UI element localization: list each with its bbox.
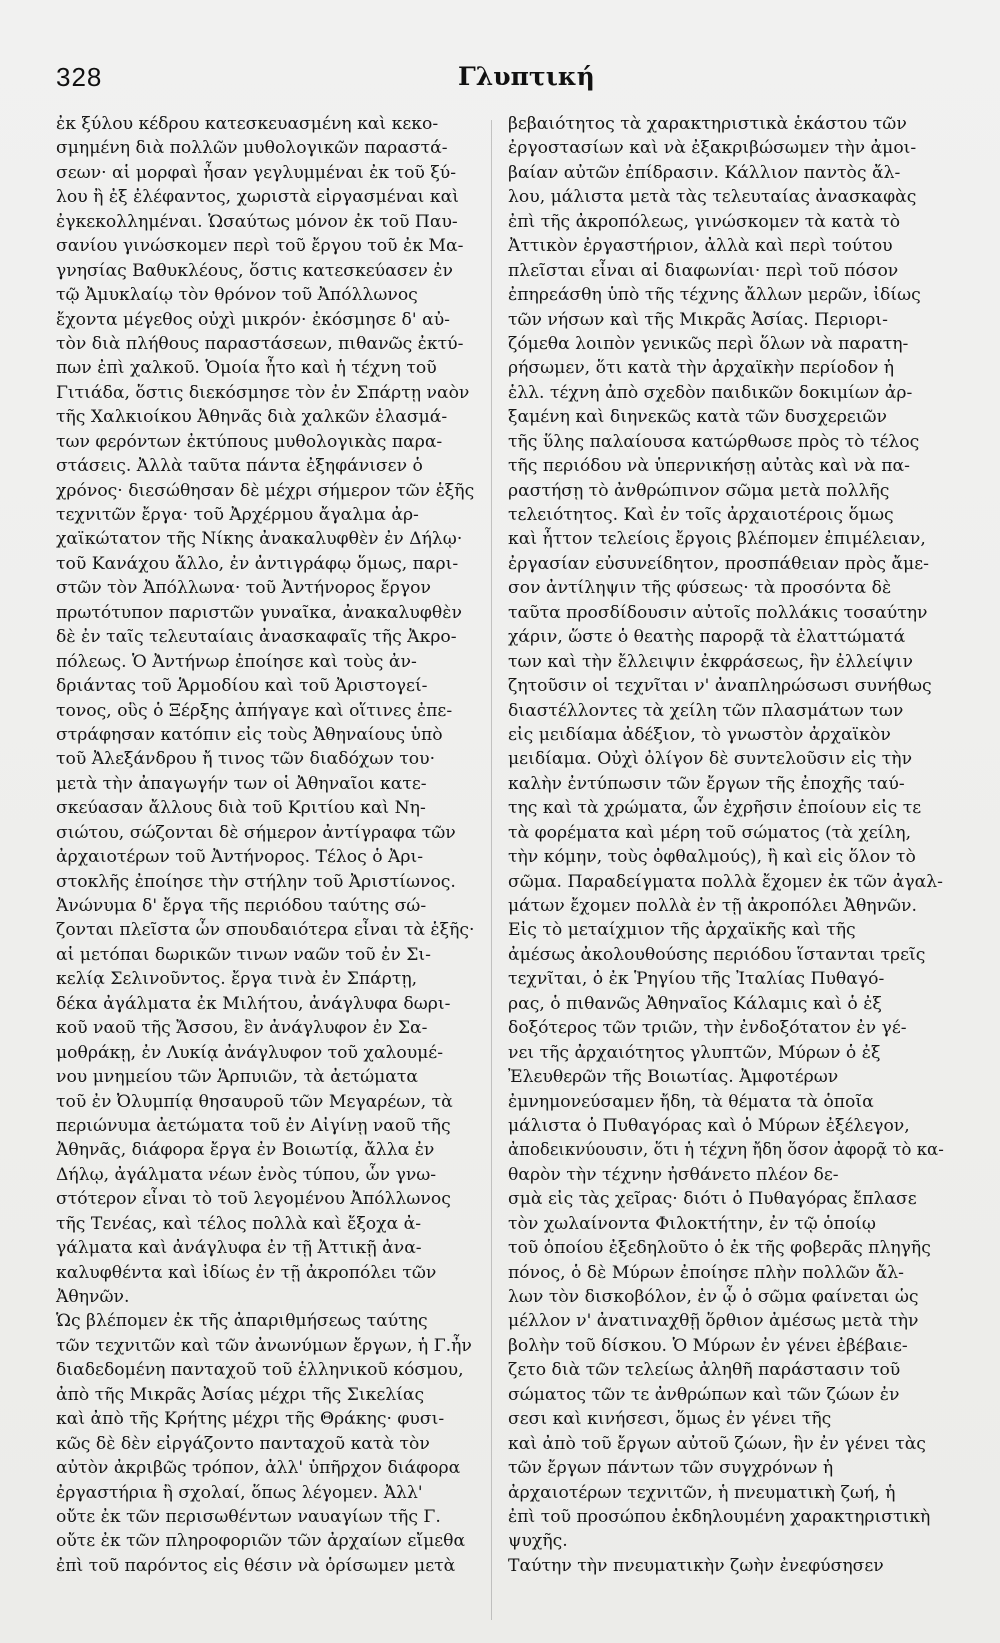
text-line: ἐργαστήρια ἢ σχολαί, ὅπως λέγομεν. Ἀλλ' xyxy=(56,1482,423,1503)
text-line: τοῦ ἐν Ὀλυμπίᾳ θησαυροῦ τῶν Μεγαρέων, τὰ xyxy=(56,1091,453,1112)
text-line: σμὰ εἰς τὰς χεῖρας· διότι ὁ Πυθαγόρας ἔπλασε xyxy=(508,1189,917,1210)
text-line: εἰς μειδίαμα ἀδέξιον, τὸ γνωστὸν ἀρχαϊκὸν xyxy=(508,724,891,745)
text-line: πων ἐπὶ χαλκοῦ. Ὁμοία ἦτο καὶ ἡ τέχνη τοῦ xyxy=(56,358,437,379)
text-line: τῶν τεχνιτῶν καὶ τῶν ἀνωνύμων ἔργων, ἡ Γ.ἦν xyxy=(56,1335,472,1356)
text-line: κοῦ ναοῦ τῆς Ἄσσου, ἓν ἀνάγλυφον ἐν Σα- xyxy=(56,1018,428,1039)
text-line: σῶμα. Παραδείγματα πολλὰ ἔχομεν ἐκ τῶν ἀγαλ- xyxy=(508,871,943,892)
text-line: χρόνος· διεσώθησαν δὲ μέχρι σήμερον τῶν ἑξῆς xyxy=(56,480,475,501)
text-line: καλυφθέντα καὶ ἰδίως ἐν τῇ ἀκροπόλει τῶν xyxy=(56,1262,437,1283)
text-line: Ἀττικὸν ἐργαστήριον, ἀλλὰ καὶ περὶ τούτου xyxy=(508,236,893,257)
text-line: ἐργασίαν εὐσυνείδητον, προσπάθειαν πρὸς ἄμε- xyxy=(508,553,929,574)
text-line: ἀρχαιοτέρων τοῦ Ἀντήνορος. Τέλος ὁ Ἀρι- xyxy=(56,847,424,868)
text-line: μάλιστα ὁ Πυθαγόρας καὶ ὁ Μύρων ἐξέλεγον, xyxy=(508,1115,910,1136)
text-line: τῶν νήσων καὶ τῆς Μικρᾶς Ἀσίας. Περιορι- xyxy=(508,309,888,330)
text-line: των φερόντων ἐκτύπους μυθολογικὰς παρα- xyxy=(56,431,443,452)
text-line: κῶς δὲ δὲν εἰργάζοντο πανταχοῦ κατὰ τὸν xyxy=(56,1433,430,1454)
text-line: διαδεδομένη πανταχοῦ τοῦ ἑλληνικοῦ κόσμου, xyxy=(56,1360,464,1381)
left-text-column xyxy=(56,112,478,1578)
text-line: λου ἢ ἐξ ἐλέφαντος, χωριστὰ εἰργασμέναι καὶ xyxy=(56,187,459,208)
text-line: ἐπηρεάσθη ὑπὸ τῆς τέχνης ἄλλων μερῶν, ἰδίως xyxy=(508,285,921,306)
text-line: ἐμνημονεύσαμεν ἤδη, τὰ θέματα τὰ ὁποῖα xyxy=(508,1091,874,1112)
text-line: δοξότερος τῶν τριῶν, τὴν ἐνδοξότατον ἐν γέ- xyxy=(508,1018,907,1039)
text-line: ἑλλ. τέχνη ἀπὸ σχεδὸν παιδικῶν δοκιμίων ἀρ- xyxy=(508,382,913,403)
text-line: δὲ ἐν ταῖς τελευταίαις ἀνασκαφαῖς τῆς Ἀκρο- xyxy=(56,627,457,648)
running-title: Γλυπτική xyxy=(458,62,595,91)
text-line: μετὰ τὴν ἀπαγωγήν των οἱ Ἀθηναῖοι κατε- xyxy=(56,773,427,794)
text-line: σιώτου, σώζονται δὲ σήμερον ἀντίγραφα τῶν xyxy=(56,822,456,843)
text-line: τὸν χωλαίνοντα Φιλοκτήτην, ἐν τῷ ὁποίῳ xyxy=(508,1213,876,1234)
text-line: τῆς Τενέας, καὶ τέλος πολλὰ καὶ ἔξοχα ἀ- xyxy=(56,1213,422,1234)
text-line: ξαμένη καὶ διηνεκῶς κατὰ τῶν δυσχερειῶν xyxy=(508,407,887,428)
text-line: τῆς Χαλκιοίκου Ἀθηνᾶς διὰ χαλκῶν ἐλασμά- xyxy=(56,407,448,428)
text-line: Γιτιάδα, ὅστις διεκόσμησε τὸν ἐν Σπάρτῃ ναὸν xyxy=(56,382,470,403)
text-line: ἀπὸ τῆς Μικρᾶς Ἀσίας μέχρι τῆς Σικελίας xyxy=(56,1384,425,1405)
text-line: τοῦ Ἀλεξάνδρου ἤ τινος τῶν διαδόχων του· xyxy=(56,749,436,770)
text-line: τὰ φορέματα καὶ μέρη τοῦ σώματος (τὰ χείλη, xyxy=(508,822,912,843)
text-line: μάτων ἔχομεν πολλὰ ἐν τῇ ἀκροπόλει Ἀθηνῶν. xyxy=(508,896,917,916)
text-line: Ταύτην τὴν πνευματικὴν ζωὴν ἐνεφύσησεν xyxy=(508,1555,884,1576)
text-line: ραστήσῃ τὸ ἀνθρώπινον σῶμα μετὰ πολλῆς xyxy=(508,480,890,501)
text-line: τελειότητος. Καὶ ἐν τοῖς ἀρχαιοτέροις ὅμως xyxy=(508,505,894,525)
text-line: λων τὸν δισκοβόλον, ἐν ᾧ ὁ σῶμα φαίνεται ὡς xyxy=(508,1287,919,1307)
text-line: Ὡς βλέπομεν ἐκ τῆς ἀπαριθμήσεως ταύτης xyxy=(56,1311,428,1332)
text-line: ἐπὶ τοῦ προσώπου ἐκδηλουμένη χαρακτηριστικὴ xyxy=(508,1506,931,1527)
text-line: των καὶ τὴν ἔλλειψιν ἐκφράσεως, ἣν ἐλλείψιν xyxy=(508,651,913,672)
text-line: ἐπὶ τῆς ἀκροπόλεως, γινώσκομεν τὰ κατὰ τὸ xyxy=(508,211,901,232)
text-line: γνησίας Βαθυκλέους, ὅστις κατεσκεύασεν ἐν xyxy=(56,260,453,281)
text-line: ἀρχαιοτέρων τεχνιτῶν, ἡ πνευματικὴ ζωή, ἡ xyxy=(508,1482,896,1503)
text-line: στῶν τὸν Ἀπόλλωνα· τοῦ Ἀντήνορος ἔργον xyxy=(56,578,431,599)
text-line: καὶ ἀπὸ τοῦ ἔργων αὐτοῦ ζώων, ἣν ἐν γένει τὰς xyxy=(508,1433,926,1454)
text-line: ρήσωμεν, ὅτι κατὰ τὴν ἀρχαϊκὴν περίοδον ἡ xyxy=(508,358,895,379)
text-line: καὶ ἧττον τελείοις ἔργοις βλέπομεν ἐπιμέλειαν, xyxy=(508,529,926,550)
text-line: τῶν ἔργων πάντων τῶν συγχρόνων ἡ xyxy=(508,1458,834,1479)
column-divider xyxy=(491,120,492,1620)
right-text-column xyxy=(508,112,944,1578)
text-line: σμημένη διὰ πολλῶν μυθολογικῶν παραστά- xyxy=(56,138,448,159)
text-line: καὶ ἀπὸ τῆς Κρήτης μέχρι τῆς Θράκης· φυσι- xyxy=(56,1409,445,1430)
text-line: χαϊκώτατον τῆς Νίκης ἀνακαλυφθὲν ἐν Δήλῳ· xyxy=(56,529,463,550)
text-line: πρωτότυπον παριστῶν γυναῖκα, ἀνακαλυφθὲν xyxy=(56,602,462,623)
text-line: διαστέλλοντες τὰ χείλη τῶν πλασμάτων των xyxy=(508,700,904,721)
text-line: σον ἀντίληψιν τῆς φύσεως· τὰ προσόντα δὲ xyxy=(508,578,892,599)
text-line: λου, μάλιστα μετὰ τὰς τελευταίας ἀνασκαφὰς xyxy=(508,187,917,208)
text-line: τῆς ὕλης παλαίουσα κατώρθωσε πρὸς τὸ τέλος xyxy=(508,431,920,452)
text-line: Ἐλευθερῶν τῆς Βοιωτίας. Ἀμφοτέρων xyxy=(508,1067,839,1088)
text-line: μέλλον ν' ἀνατιναχθῇ ὅρθιον ἀμέσως μετὰ τὴν xyxy=(508,1311,919,1332)
text-line: οὔτε ἐκ τῶν πληροφοριῶν τῶν ἀρχαίων εἴμεθα xyxy=(56,1531,466,1552)
page-number: 328 xyxy=(56,62,103,92)
text-line: ἐπὶ τοῦ παρόντος εἰς θέσιν νὰ ὁρίσωμεν μετὰ xyxy=(56,1555,456,1576)
text-line: ζετο διὰ τῶν τελείως ἀληθῆ παράστασιν τοῦ xyxy=(508,1360,901,1381)
text-line: πόλεως. Ὁ Ἀντήνωρ ἐποίησε καὶ τοὺς ἀν- xyxy=(56,651,417,672)
text-line: στάσεις. Ἀλλὰ ταῦτα πάντα ἐξηφάνισεν ὁ xyxy=(56,456,423,477)
text-line: ἐγκεκολλημέναι. Ὡσαύτως μόνον ἐκ τοῦ Παυ- xyxy=(56,211,458,232)
text-line: πλεῖσται εἶναι αἱ διαφωνίαι· περὶ τοῦ πόσον xyxy=(508,260,899,281)
text-line: δέκα ἀγάλματα ἐκ Μιλήτου, ἀνάγλυφα δωρι- xyxy=(56,993,451,1014)
text-line: ρας, ὁ πιθανῶς Ἀθηναῖος Κάλαμις καὶ ὁ ἐξ xyxy=(508,993,882,1014)
text-line: μοθράκῃ, ἐν Λυκίᾳ ἀνάγλυφον τοῦ χαλουμέ- xyxy=(56,1042,444,1063)
text-line: κελίᾳ Σελινοῦντος. ἔργα τινὰ ἐν Σπάρτῃ, xyxy=(56,969,418,990)
text-line: βαίαν αὐτῶν ἐπίδρασιν. Κάλλιον παντὸς ἄλ- xyxy=(508,162,901,183)
text-line: βεβαιότητος τὰ χαρακτηριστικὰ ἑκάστου τῶν xyxy=(508,114,907,134)
text-line: τῆς περιόδου νὰ ὑπερνικήσῃ αὐτὰς καὶ νὰ πα- xyxy=(508,456,910,477)
text-line: ταῦτα προσδίδουσιν αὐτοῖς πολλάκις τοσαύτην xyxy=(508,602,928,623)
text-line: θαρὸν τὴν τέχνην ἠσθάνετο πλέον δε- xyxy=(508,1164,839,1185)
text-line: τοῦ Κανάχου ἄλλο, ἐν ἀντιγράφῳ ὅμως, παρι- xyxy=(56,553,459,574)
text-line: ἐκ ξύλου κέδρου κατεσκευασμένη καὶ κεκο- xyxy=(56,114,439,134)
text-line: δριάντας τοῦ Ἁρμοδίου καὶ τοῦ Ἀριστογεί- xyxy=(56,676,428,697)
text-line: τὸν διὰ πλήθους παραστάσεων, πιθανῶς ἐκτύ- xyxy=(56,333,464,354)
text-line: μειδίαμα. Οὐχὶ ὀλίγον δὲ συντελοῦσιν εἰς τὴν xyxy=(508,749,913,770)
text-line: τεχνιτῶν ἔργα· τοῦ Ἀρχέρμου ἄγαλμα ἀρ- xyxy=(56,505,419,525)
text-line: σεσι καὶ κινήσεσι, ὅμως ἐν γένει τῆς xyxy=(508,1409,832,1430)
text-line: τῷ Ἀμυκλαίῳ τὸν θρόνον τοῦ Ἀπόλλωνος xyxy=(56,285,418,306)
text-line: στότερον εἶναι τὸ τοῦ λεγομένου Ἀπόλλωνος xyxy=(56,1189,451,1210)
text-line: τεχνῖται, ὁ ἐκ Ῥηγίου τῆς Ἰταλίας Πυθαγό- xyxy=(508,969,885,990)
text-line: Ἀθηνᾶς, διάφορα ἔργα ἐν Βοιωτίᾳ, ἄλλα ἐν xyxy=(56,1140,435,1161)
text-line: τοῦ ὁποίου ἐξεδηλοῦτο ὁ ἐκ τῆς φοβερᾶς πληγῆς xyxy=(508,1238,931,1259)
text-line: σεων· αἱ μορφαὶ ἦσαν γεγλυμμέναι ἐκ τοῦ ξύ- xyxy=(56,162,457,183)
text-line: καλὴν ἐντύπωσιν τῶν ἔργων τῆς ἐποχῆς ταύ- xyxy=(508,773,905,794)
text-line: ζονται πλεῖστα ὧν σπουδαιότερα εἶναι τὰ ἑξῆς· xyxy=(56,920,475,941)
text-line: αἱ μετόπαι δωρικῶν τινων ναῶν τοῦ ἐν Σι- xyxy=(56,944,431,965)
text-line: ἀποδεικνύουσιν, ὅτι ἡ τέχνη ἤδη ὅσον ἀφορᾷ τὸ κα- xyxy=(508,1140,944,1161)
text-line: οὔτε ἐκ τῶν περισωθέντων ναυαγίων τῆς Γ. xyxy=(56,1506,441,1527)
text-line: βολὴν τοῦ δίσκου. Ὁ Μύρων ἐν γένει ἐβέβαιε- xyxy=(508,1335,908,1356)
text-line: περιώνυμα ἀετώματα τοῦ ἐν Αἰγίνῃ ναοῦ τῆς xyxy=(56,1115,451,1136)
text-line: σώματος τῶν τε ἀνθρώπων καὶ τῶν ζώων ἐν xyxy=(508,1384,900,1405)
text-line: Ἀνώνυμα δ' ἔργα τῆς περιόδου ταύτης σώ- xyxy=(56,896,427,916)
text-line: σκεύασαν ἄλλους διὰ τοῦ Κριτίου καὶ Νη- xyxy=(56,798,426,819)
text-line: αὐτὸν ἀκριβῶς τρόπον, ἀλλ' ὑπῆρχον διάφορα xyxy=(56,1458,461,1479)
text-line: Ἀθηνῶν. xyxy=(56,1287,130,1307)
text-line: στράφησαν κατόπιν εἰς τοὺς Ἀθηναίους ὑπὸ xyxy=(56,724,443,745)
text-line: νου μνημείου τῶν Ἁρπυιῶν, τὰ ἀετώματα xyxy=(56,1067,419,1088)
text-line: ψυχῆς. xyxy=(508,1531,568,1552)
text-line: τονος, οὓς ὁ Ξέρξης ἀπήγαγε καὶ οἵτινες ἐπε- xyxy=(56,700,453,721)
text-line: ἐργοστασίων καὶ νὰ ἐξακριβώσωμεν τὴν ἀμοι- xyxy=(508,138,917,159)
text-line: τὴν κόμην, τοὺς ὀφθαλμούς), ἢ καὶ εἰς ὅλον τὸ xyxy=(508,847,916,868)
text-line: πόνος, ὁ δὲ Μύρων ἐποίησε πλὴν πολλῶν ἄλ- xyxy=(508,1262,904,1283)
text-line: ἀμέσως ἀκολουθούσης περιόδου ἵστανται τρεῖς xyxy=(508,944,926,965)
text-line: ζητοῦσιν οἱ τεχνῖται ν' ἀναπληρώσωσι συνήθως xyxy=(508,676,932,697)
text-line: Εἰς τὸ μεταίχμιον τῆς ἀρχαϊκῆς καὶ τῆς xyxy=(508,920,856,941)
text-line: χάριν, ὥστε ὁ θεατὴς παρορᾷ τὰ ἐλαττώματά xyxy=(508,627,906,648)
text-line: της καὶ τὰ χρώματα, ὧν ἐχρῆσιν ἐποίουν εἰς τε xyxy=(508,798,922,819)
text-line: γάλματα καὶ ἀνάγλυφα ἐν τῇ Ἀττικῇ ἀνα- xyxy=(56,1238,422,1259)
text-line: ἔχοντα μέγεθος οὐχὶ μικρόν· ἐκόσμησε δ' αὐ- xyxy=(56,309,450,330)
text-line: σανίου γινώσκομεν περὶ τοῦ ἔργου τοῦ ἐκ Μα- xyxy=(56,236,464,257)
text-line: στοκλῆς ἐποίησε τὴν στήλην τοῦ Ἀριστίωνος. xyxy=(56,871,456,892)
text-line: Δήλῳ, ἀγάλματα νέων ἐνὸς τύπου, ὧν γνω- xyxy=(56,1164,437,1185)
text-line: νει τῆς ἀρχαιότητος γλυπτῶν, Μύρων ὁ ἐξ xyxy=(508,1042,881,1063)
text-line: ζόμεθα λοιπὸν γενικῶς περὶ ὅλων νὰ παρατη- xyxy=(508,333,909,354)
